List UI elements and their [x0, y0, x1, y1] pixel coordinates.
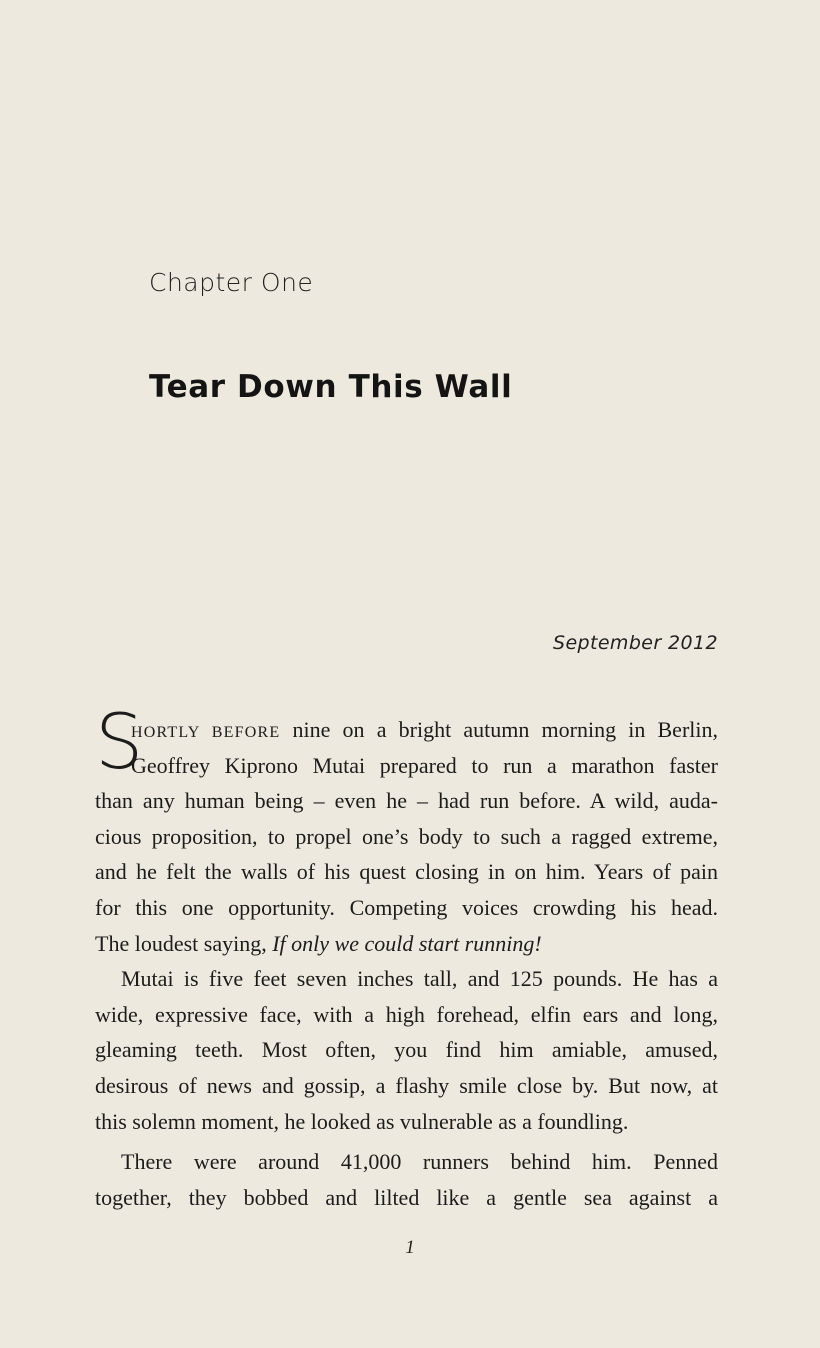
text-line: wide, expressive face, with a high forehead, elfin ears and long,	[95, 1001, 718, 1027]
chapter-body	[95, 697, 718, 1215]
chapter-dateline: September 2012	[552, 632, 718, 654]
text-line: this solemn moment, he looked as vulnerable as a foundling.	[95, 1108, 629, 1134]
opening-small-caps: HORTLY BEFORE	[131, 724, 281, 741]
text-line: Geoffrey Kiprono Mutai prepared to run a marathon faster	[131, 752, 718, 778]
paragraph-3	[95, 1144, 718, 1215]
italic-quote: If only we could start running!	[272, 930, 542, 956]
paragraph-2	[95, 961, 718, 1139]
drop-cap: S	[95, 697, 144, 786]
text-line: for this one opportunity. Competing voices crowding his head.	[95, 894, 718, 920]
text-line: desirous of news and gossip, a flashy smile close by. But now, at	[95, 1072, 718, 1098]
text-line: There were around 41,000 runners behind him. Penned	[121, 1149, 718, 1175]
chapter-label: Chapter One	[149, 268, 314, 297]
text-line: gleaming teeth. Most often, you find him amiable, amused,	[95, 1037, 718, 1063]
line-text: nine on a bright autumn morning in Berlin,	[280, 717, 718, 742]
chapter-title: Tear Down This Wall	[149, 369, 513, 405]
page-number: 1	[405, 1237, 415, 1258]
text-line: together, they bobbed and lilted like a gentle sea against a	[95, 1184, 718, 1210]
text-line: and he felt the walls of his quest closing in on him. Years of pain	[95, 859, 718, 885]
text-line: than any human being – even he – had run before. A wild, auda-	[95, 788, 718, 814]
text-line: cious proposition, to propel one’s body to such a ragged extreme,	[95, 823, 718, 849]
line-text: The loudest saying,	[95, 930, 273, 956]
text-line	[95, 712, 718, 748]
text-line: Mutai is five feet seven inches tall, and 125 pounds. He has a	[121, 966, 718, 992]
paragraph-1	[95, 697, 718, 961]
text-line	[95, 926, 718, 962]
